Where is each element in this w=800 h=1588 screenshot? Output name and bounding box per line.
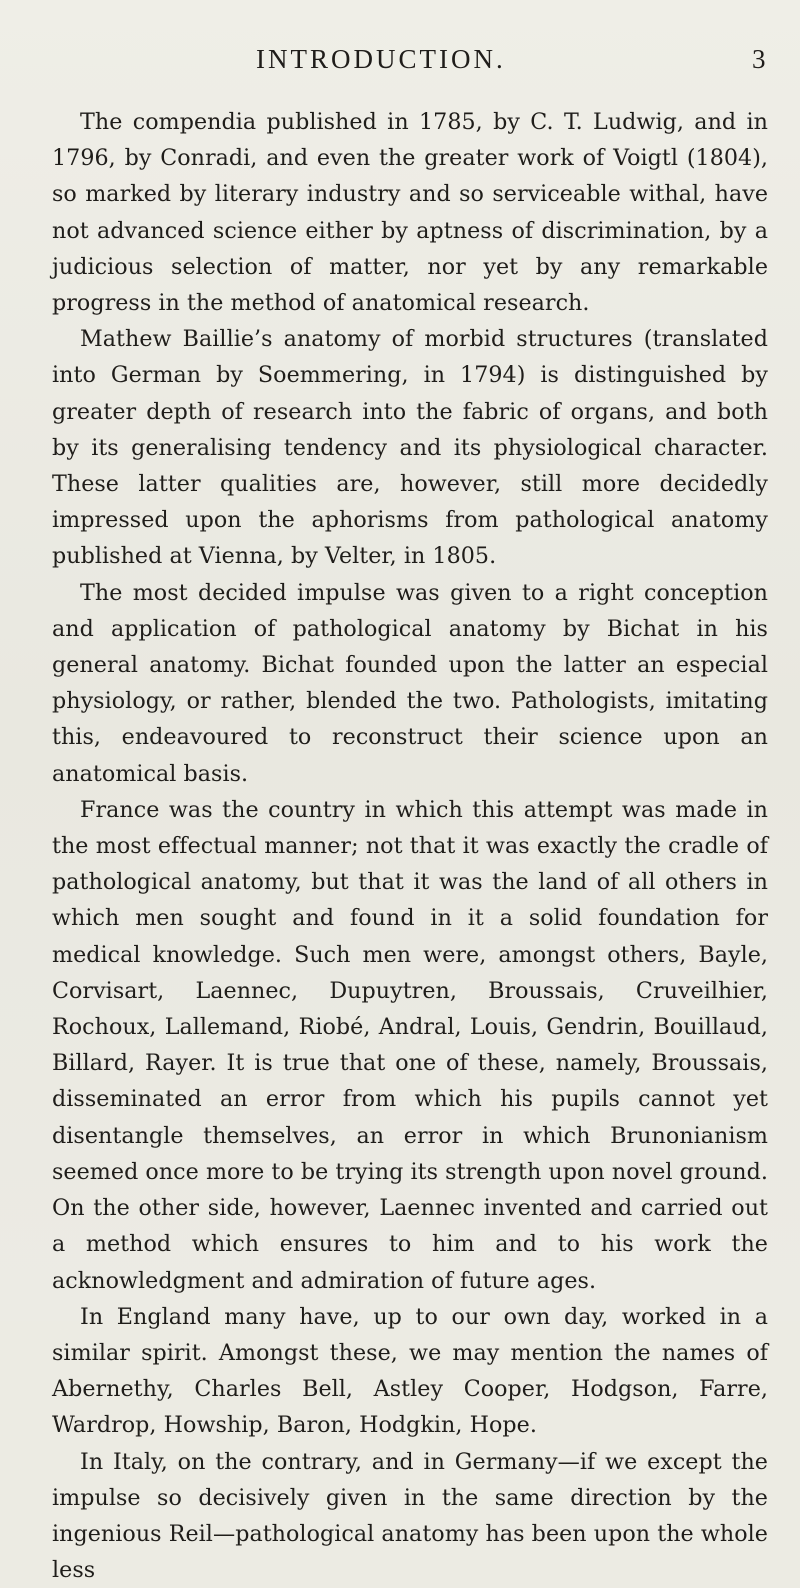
paragraph-england: In England many have, up to our own day, worked in a similar spirit. Amongst these, we may mention the names of Abernethy, Charles Bell, Astley Cooper, Hodgson, Farre, Wardrop, Howship, Baron, Hodgkin, Hope. xyxy=(52,1303,768,1439)
page-number: 3 xyxy=(752,44,766,74)
paragraph-compendia: The compendia published in 1785, by C. T. Ludwig, and in 1796, by Conradi, and even the greater work of Voigtl (1804), so marked by literary industry and so serviceable withal, have not advanced science either by aptness of discrimination, by a judicious selection of matter, nor yet by any remarkable progress in the method of anatomical research. xyxy=(52,109,768,317)
running-title: INTRODUCTION. xyxy=(256,44,506,74)
paragraph-bichat: The most decided impulse was given to a right conception and application of pathological anatomy by Bichat in his general anatomy. Bichat founded upon the latter an especial physiology, or rather, blended the two. Pathologists, imitating this, endeavoured to reconstruct their science upon an anatomical basis. xyxy=(52,579,768,787)
paragraph-france: France was the country in which this attempt was made in the most effectual manner; not that it was exactly the cradle of pathological anatomy, but that it was the land of all others in which men sought and found in it a solid foundation for medical knowledge. Such men were, amongst others, Bayle, Corvisart, Laennec, Dupuytren, Broussais, Cruveilhier, Rochoux, Lallemand, Riobé, Andral, Louis, Gendrin, Bouillaud, Billard, Rayer. It is true that one of these, namely, Broussais, disseminated an error from which his pupils cannot yet disentangle themselves, an error in which Brunonianism seemed once more to be trying its strength upon novel ground. On the other side, however, Laennec invented and carried out a method which ensures to him and to his work the acknowledgment and admiration of future ages. xyxy=(52,796,768,1294)
running-head xyxy=(0,44,800,84)
paragraph-italy: In Italy, on the contrary, and in Germany—if we except the impulse so decisively given in the same direction by the ingenious Reil—pathological anatomy has been upon the whole less xyxy=(52,1448,768,1584)
paragraph-baillie: Mathew Baillie’s anatomy of morbid structures (translated into German by Soemmering, in 1794) is distinguished by greater depth of research into the fabric of organs, and both by its generalising tendency and its physiological character. These latter qualities are, however, still more decidedly impressed upon the aphorisms from pathological anatomy published at Vienna, by Velter, in 1805. xyxy=(52,326,768,570)
body-text xyxy=(52,104,768,1588)
